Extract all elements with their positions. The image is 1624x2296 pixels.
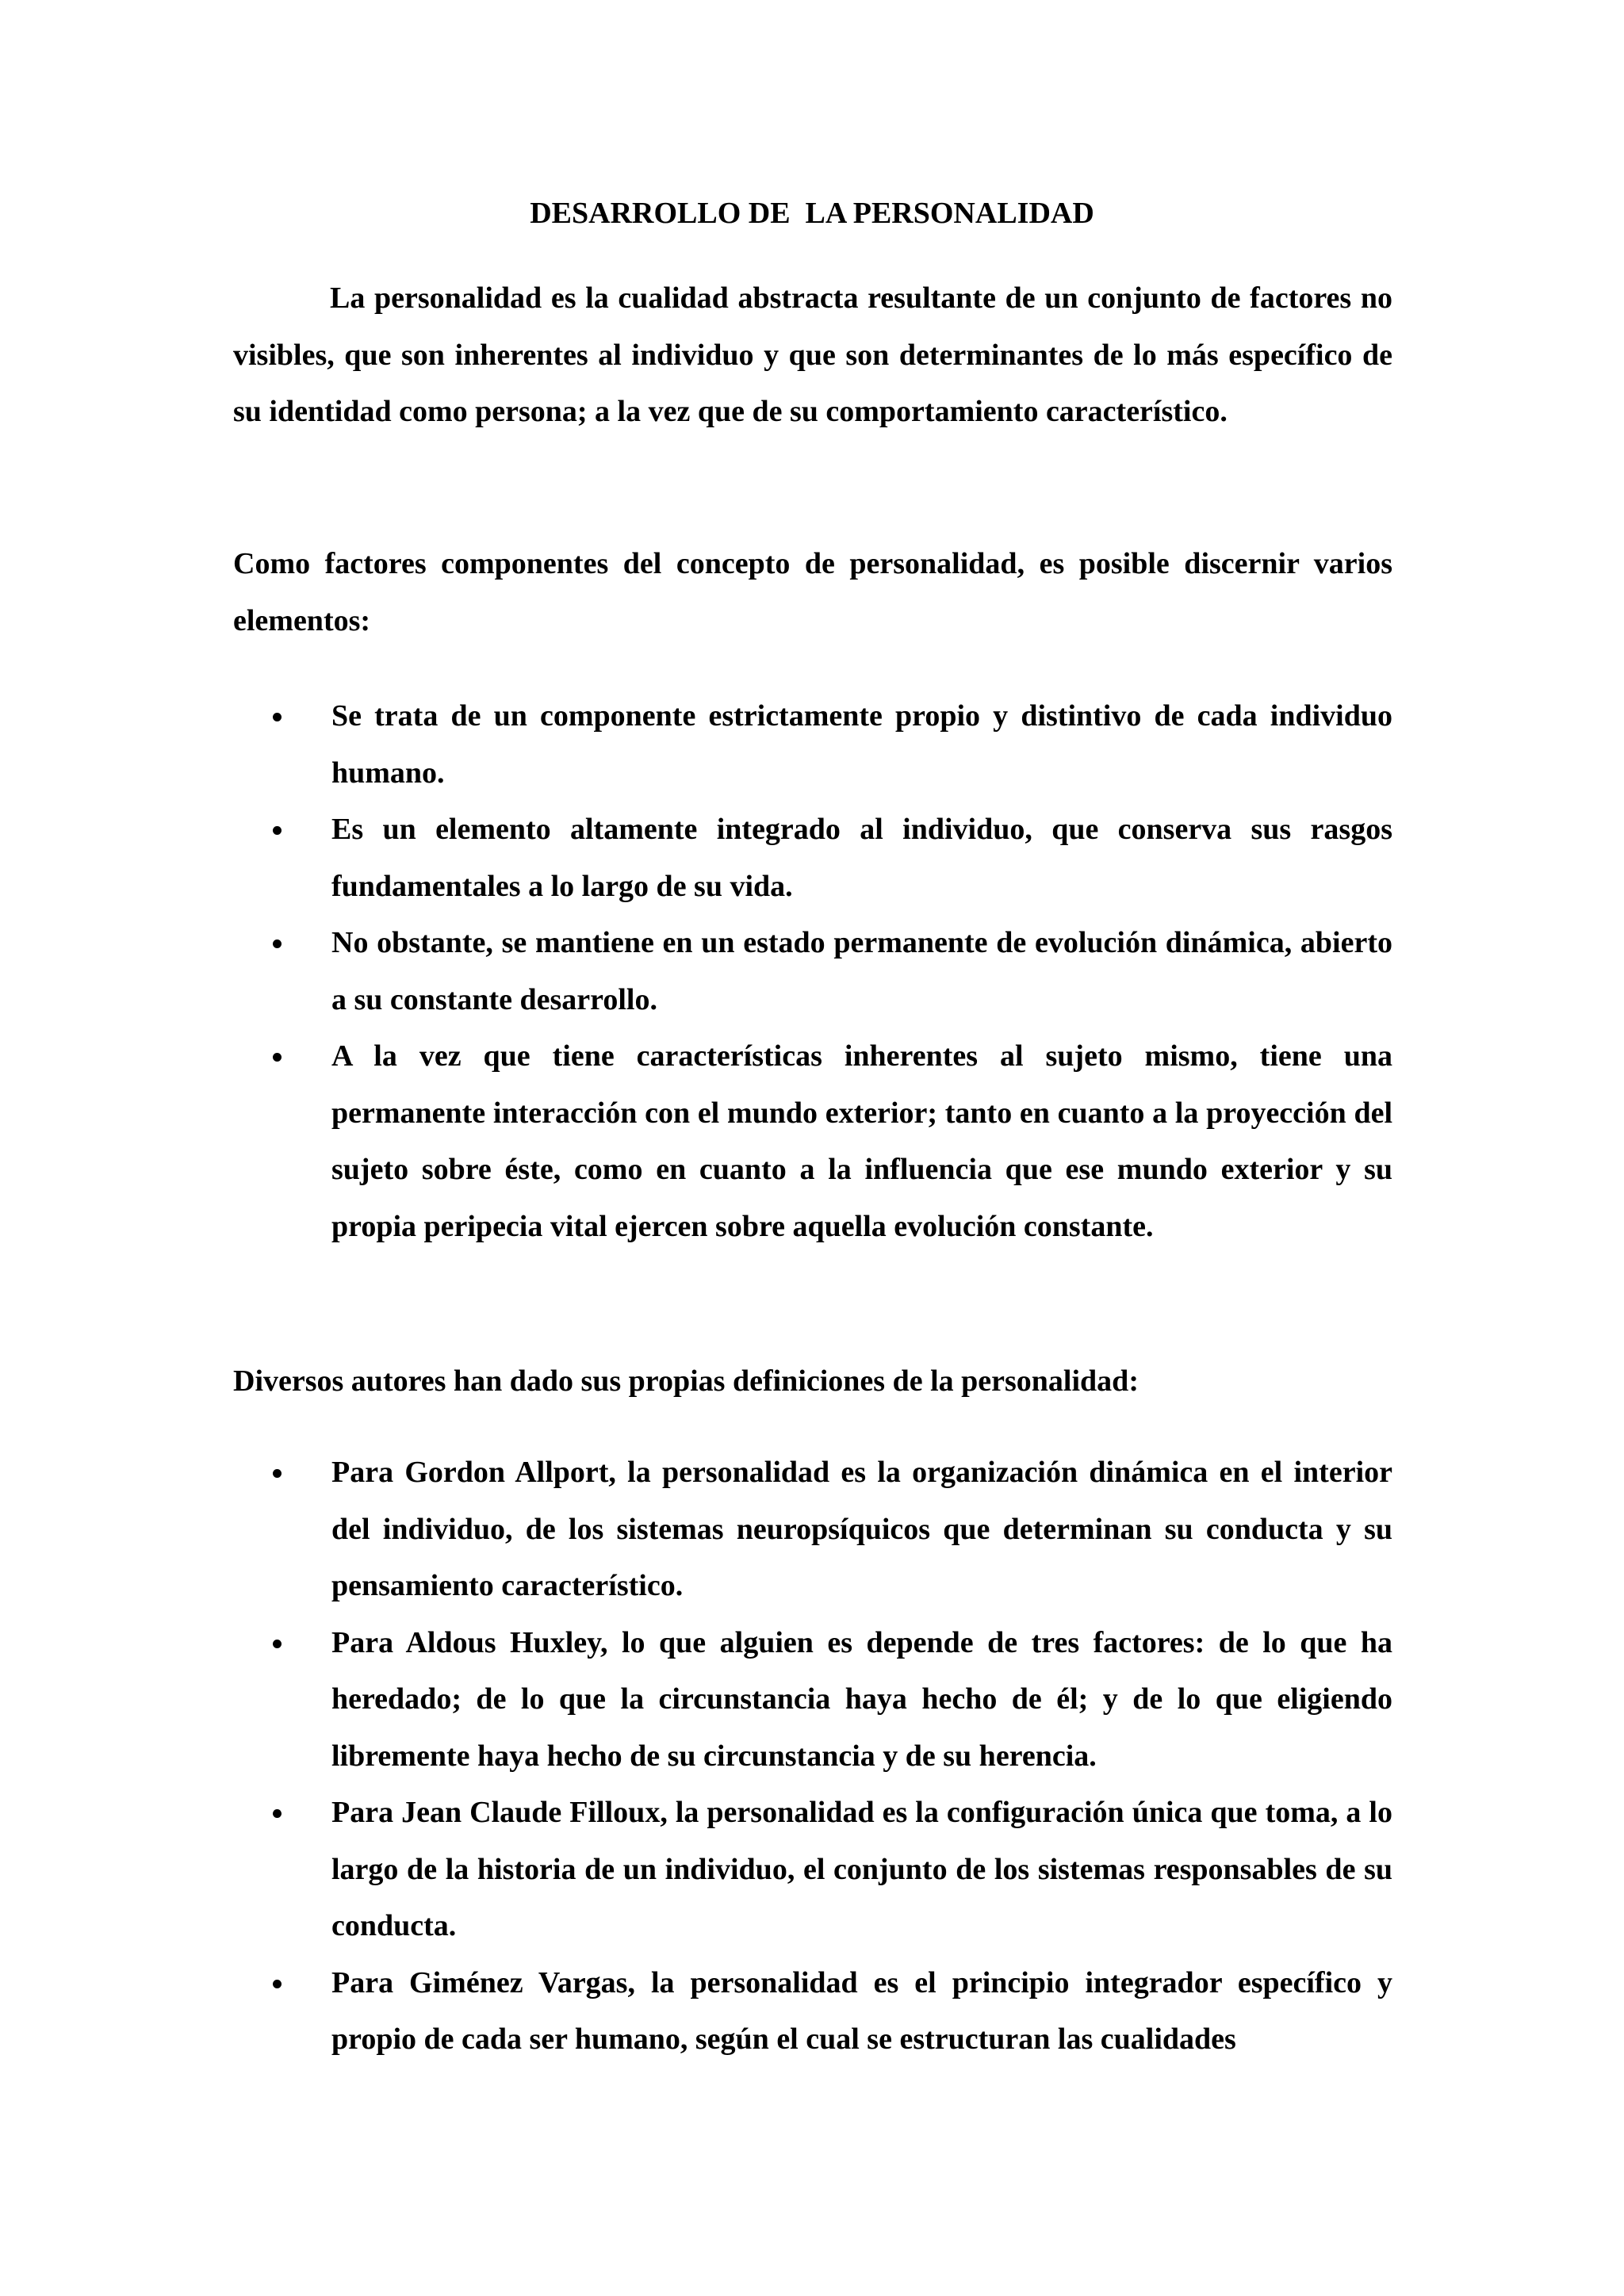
list-item-text: Para Jean Claude Filloux, la personalidad es la configuración única que toma, a lo largo de la historia de un individuo, el conjunto de los sistemas responsables de su conducta. (331, 1796, 1392, 1942)
page-title: DESARROLLO DE LA PERSONALIDAD (530, 197, 1094, 230)
bullet-icon (273, 1980, 282, 1988)
intro-paragraph: La personalidad es la cualidad abstracta resultante de un conjunto de factores no visibles, que son inherentes al individuo y que son determinantes de lo más específico de su identidad como persona; a la vez que de su comportamiento característico. (233, 281, 1392, 428)
definitions-intro-block (233, 1353, 1392, 1410)
intro-block (233, 270, 1392, 441)
bullet-icon (273, 1809, 282, 1818)
bullet-icon (273, 1640, 282, 1648)
definitions-list (233, 1445, 1392, 2068)
bullet-icon (273, 826, 282, 835)
list-item-text: Se trata de un componente estrictamente propio y distintivo de cada individuo humano. (331, 699, 1392, 790)
bullet-icon (273, 1469, 282, 1478)
definitions-intro: Diversos autores han dado sus propias definiciones de la personalidad: (233, 1364, 1139, 1398)
list-item-text: A la vez que tiene características inherentes al sujeto mismo, tiene una permanente interacción con el mundo exterior; tanto en cuanto a la proyección del sujeto sobre éste, como en cuanto a la influencia que ese mundo exterior y su propia peripecia vital ejercen sobre aquella evolución constante. (331, 1039, 1392, 1243)
list-item-text: Para Giménez Vargas, la personalidad es el principio integrador específico y propio de cada ser humano, según el cual se estructuran las cualidades (331, 1965, 1392, 2056)
components-intro: Como factores componentes del concepto de personalidad, es posible discernir varios elementos: (233, 547, 1392, 637)
list-item (233, 915, 1392, 1028)
components-list (233, 688, 1392, 1255)
list-item (233, 688, 1392, 802)
list-item (233, 1955, 1392, 2068)
list-item-text: Para Aldous Huxley, lo que alguien es depende de tres factores: de lo que ha heredado; de lo que la circunstancia haya hecho de él; y de lo que eligiendo libremente haya hecho de su circunstancia y de su herencia. (331, 1625, 1392, 1773)
list-item-text: Para Gordon Allport, la personalidad es la organización dinámica en el interior del individuo, de los sistemas neuropsíquicos que determinan su conducta y su pensamiento característico. (331, 1456, 1392, 1602)
bullet-icon (273, 713, 282, 721)
bullet-icon (273, 939, 282, 948)
list-item-text: Es un elemento altamente integrado al individuo, que conserva sus rasgos fundamentales a lo largo de su vida. (331, 813, 1392, 903)
list-item (233, 1028, 1392, 1255)
list-item (233, 1445, 1392, 1615)
list-item (233, 1785, 1392, 1955)
bullet-icon (273, 1053, 282, 1062)
list-item (233, 1615, 1392, 1785)
components-list-block (233, 688, 1392, 1255)
list-item (233, 802, 1392, 915)
definitions-list-block (233, 1445, 1392, 2068)
list-item-text: No obstante, se mantiene en un estado permanente de evolución dinámica, abierto a su constante desarrollo. (331, 926, 1392, 1016)
components-intro-block (233, 536, 1392, 649)
